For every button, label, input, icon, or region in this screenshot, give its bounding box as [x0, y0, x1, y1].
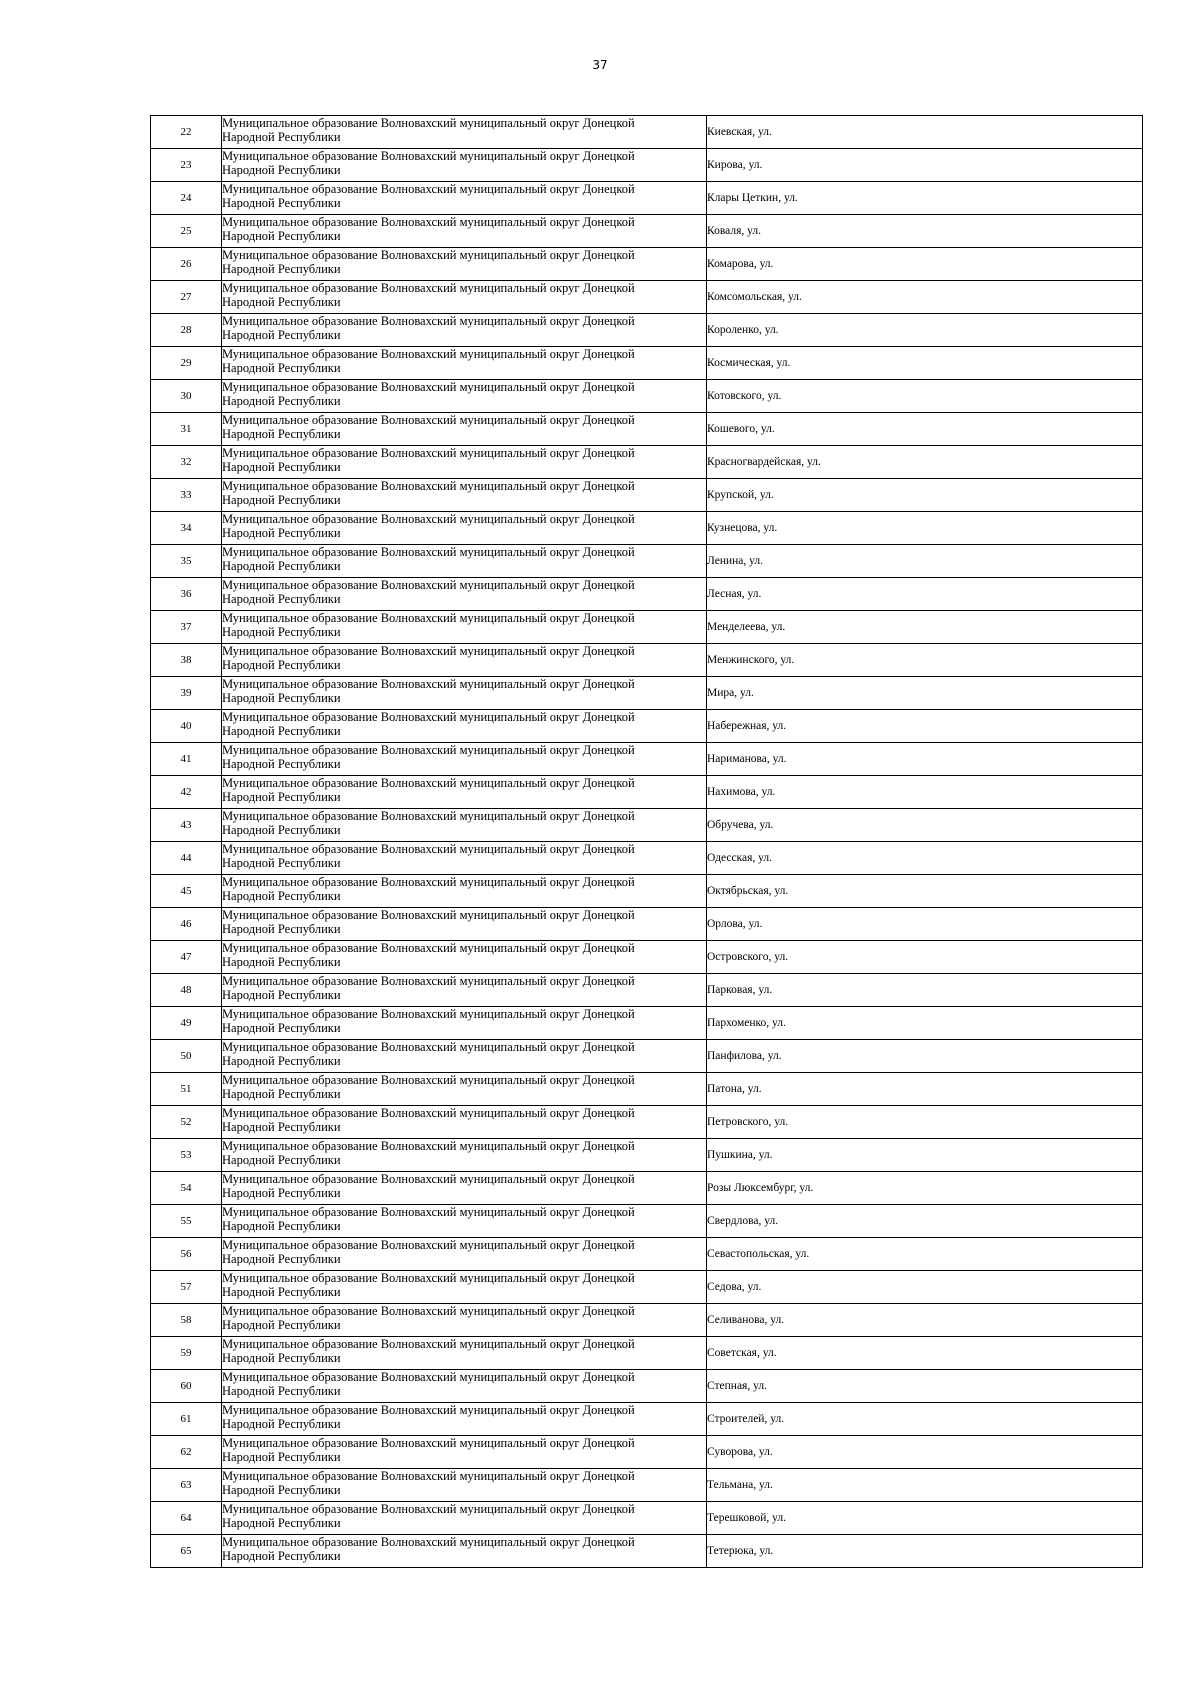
municipality-line-1: Муниципальное образование Волновахский муниципальный округ Донецкой	[222, 1403, 635, 1417]
street-name: Комарова, ул.	[707, 248, 1143, 281]
table-row	[151, 215, 1143, 248]
municipality-line-2: Народной Республики	[222, 1516, 341, 1530]
municipality-line-1: Муниципальное образование Волновахский муниципальный округ Донецкой	[222, 545, 635, 559]
row-number: 46	[151, 908, 222, 941]
municipality-line-2: Народной Республики	[222, 592, 341, 606]
table-row	[151, 1337, 1143, 1370]
row-number: 49	[151, 1007, 222, 1040]
municipality-cell	[222, 413, 707, 446]
street-name: Советская, ул.	[707, 1337, 1143, 1370]
municipality-cell	[222, 545, 707, 578]
street-name: Орлова, ул.	[707, 908, 1143, 941]
row-number: 52	[151, 1106, 222, 1139]
municipality-line-2: Народной Республики	[222, 823, 341, 837]
street-name: Селиванова, ул.	[707, 1304, 1143, 1337]
table-row	[151, 347, 1143, 380]
municipality-line-2: Народной Республики	[222, 1153, 341, 1167]
row-number: 41	[151, 743, 222, 776]
street-name: Киевская, ул.	[707, 116, 1143, 149]
row-number: 32	[151, 446, 222, 479]
street-name: Свердлова, ул.	[707, 1205, 1143, 1238]
table-row	[151, 380, 1143, 413]
row-number: 36	[151, 578, 222, 611]
municipality-cell	[222, 347, 707, 380]
street-name: Кузнецова, ул.	[707, 512, 1143, 545]
municipality-line-1: Муниципальное образование Волновахский муниципальный округ Донецкой	[222, 941, 635, 955]
municipality-line-2: Народной Республики	[222, 1483, 341, 1497]
table-row	[151, 1502, 1143, 1535]
street-name: Пархоменко, ул.	[707, 1007, 1143, 1040]
row-number: 38	[151, 644, 222, 677]
street-name: Одесская, ул.	[707, 842, 1143, 875]
table-row	[151, 512, 1143, 545]
municipality-line-1: Муниципальное образование Волновахский муниципальный округ Донецкой	[222, 116, 635, 130]
row-number: 63	[151, 1469, 222, 1502]
row-number: 47	[151, 941, 222, 974]
row-number: 25	[151, 215, 222, 248]
municipality-line-1: Муниципальное образование Волновахский муниципальный округ Донецкой	[222, 1205, 635, 1219]
municipality-line-1: Муниципальное образование Волновахский муниципальный округ Донецкой	[222, 182, 635, 196]
table-body	[151, 116, 1143, 1568]
street-name: Петровского, ул.	[707, 1106, 1143, 1139]
municipality-line-2: Народной Республики	[222, 988, 341, 1002]
municipality-cell	[222, 1238, 707, 1271]
row-number: 54	[151, 1172, 222, 1205]
municipality-line-1: Муниципальное образование Волновахский муниципальный округ Донецкой	[222, 1040, 635, 1054]
municipality-line-2: Народной Республики	[222, 955, 341, 969]
municipality-cell	[222, 248, 707, 281]
row-number: 26	[151, 248, 222, 281]
street-name: Котовского, ул.	[707, 380, 1143, 413]
municipality-line-1: Муниципальное образование Волновахский муниципальный округ Донецкой	[222, 1436, 635, 1450]
municipality-line-1: Муниципальное образование Волновахский муниципальный округ Донецкой	[222, 908, 635, 922]
row-number: 58	[151, 1304, 222, 1337]
municipality-line-1: Муниципальное образование Волновахский муниципальный округ Донецкой	[222, 743, 635, 757]
table-row	[151, 1535, 1143, 1568]
municipality-line-1: Муниципальное образование Волновахский муниципальный округ Донецкой	[222, 1469, 635, 1483]
street-registry-table	[150, 115, 1143, 1568]
municipality-line-1: Муниципальное образование Волновахский муниципальный округ Донецкой	[222, 1502, 635, 1516]
municipality-cell	[222, 1502, 707, 1535]
municipality-line-1: Муниципальное образование Волновахский муниципальный округ Донецкой	[222, 974, 635, 988]
municipality-line-1: Муниципальное образование Волновахский муниципальный округ Донецкой	[222, 248, 635, 262]
table-row	[151, 413, 1143, 446]
table-row	[151, 710, 1143, 743]
municipality-line-1: Муниципальное образование Волновахский муниципальный округ Донецкой	[222, 281, 635, 295]
municipality-cell	[222, 446, 707, 479]
municipality-line-1: Муниципальное образование Волновахский муниципальный округ Донецкой	[222, 347, 635, 361]
row-number: 65	[151, 1535, 222, 1568]
table-row	[151, 182, 1143, 215]
row-number: 39	[151, 677, 222, 710]
municipality-line-2: Народной Республики	[222, 1186, 341, 1200]
municipality-cell	[222, 908, 707, 941]
street-name: Клары Цеткин, ул.	[707, 182, 1143, 215]
row-number: 44	[151, 842, 222, 875]
municipality-cell	[222, 512, 707, 545]
table-row	[151, 941, 1143, 974]
street-name: Крупской, ул.	[707, 479, 1143, 512]
municipality-line-2: Народной Республики	[222, 658, 341, 672]
municipality-cell	[222, 314, 707, 347]
municipality-line-1: Муниципальное образование Волновахский муниципальный округ Донецкой	[222, 1337, 635, 1351]
table-row	[151, 446, 1143, 479]
table-row	[151, 776, 1143, 809]
municipality-cell	[222, 1370, 707, 1403]
municipality-cell	[222, 380, 707, 413]
row-number: 60	[151, 1370, 222, 1403]
municipality-line-1: Муниципальное образование Волновахский муниципальный округ Донецкой	[222, 578, 635, 592]
row-number: 37	[151, 611, 222, 644]
row-number: 31	[151, 413, 222, 446]
street-name: Мира, ул.	[707, 677, 1143, 710]
street-name: Строителей, ул.	[707, 1403, 1143, 1436]
municipality-line-1: Муниципальное образование Волновахский муниципальный округ Донецкой	[222, 1535, 635, 1549]
row-number: 34	[151, 512, 222, 545]
street-name: Нариманова, ул.	[707, 743, 1143, 776]
municipality-cell	[222, 1271, 707, 1304]
table-row	[151, 611, 1143, 644]
municipality-line-2: Народной Республики	[222, 130, 341, 144]
municipality-line-2: Народной Республики	[222, 493, 341, 507]
municipality-cell	[222, 1205, 707, 1238]
table-row	[151, 809, 1143, 842]
table-row	[151, 1436, 1143, 1469]
table-row	[151, 1172, 1143, 1205]
municipality-line-2: Народной Республики	[222, 724, 341, 738]
municipality-line-1: Муниципальное образование Волновахский муниципальный округ Донецкой	[222, 644, 635, 658]
street-name: Комсомольская, ул.	[707, 281, 1143, 314]
municipality-cell	[222, 776, 707, 809]
municipality-cell	[222, 644, 707, 677]
municipality-line-2: Народной Республики	[222, 1318, 341, 1332]
municipality-cell	[222, 1436, 707, 1469]
municipality-line-2: Народной Республики	[222, 1351, 341, 1365]
municipality-line-2: Народной Республики	[222, 856, 341, 870]
municipality-line-2: Народной Республики	[222, 361, 341, 375]
table-row	[151, 875, 1143, 908]
municipality-line-2: Народной Республики	[222, 1054, 341, 1068]
row-number: 35	[151, 545, 222, 578]
municipality-cell	[222, 974, 707, 1007]
street-name: Красногвардейская, ул.	[707, 446, 1143, 479]
municipality-line-2: Народной Республики	[222, 427, 341, 441]
municipality-cell	[222, 611, 707, 644]
row-number: 33	[151, 479, 222, 512]
municipality-cell	[222, 215, 707, 248]
municipality-cell	[222, 1172, 707, 1205]
row-number: 59	[151, 1337, 222, 1370]
row-number: 61	[151, 1403, 222, 1436]
municipality-line-2: Народной Республики	[222, 196, 341, 210]
municipality-cell	[222, 1139, 707, 1172]
row-number: 42	[151, 776, 222, 809]
table-row	[151, 248, 1143, 281]
municipality-line-1: Муниципальное образование Волновахский муниципальный округ Донецкой	[222, 1073, 635, 1087]
municipality-cell	[222, 149, 707, 182]
table-row	[151, 116, 1143, 149]
table-row	[151, 1040, 1143, 1073]
table-row	[151, 314, 1143, 347]
street-name: Севастопольская, ул.	[707, 1238, 1143, 1271]
street-name: Степная, ул.	[707, 1370, 1143, 1403]
table-row	[151, 1238, 1143, 1271]
municipality-line-2: Народной Республики	[222, 229, 341, 243]
municipality-line-1: Муниципальное образование Волновахский муниципальный округ Донецкой	[222, 875, 635, 889]
municipality-line-2: Народной Республики	[222, 922, 341, 936]
row-number: 23	[151, 149, 222, 182]
street-name: Парковая, ул.	[707, 974, 1143, 1007]
street-name: Островского, ул.	[707, 941, 1143, 974]
table-row	[151, 644, 1143, 677]
street-name: Короленко, ул.	[707, 314, 1143, 347]
row-number: 28	[151, 314, 222, 347]
row-number: 29	[151, 347, 222, 380]
municipality-line-2: Народной Республики	[222, 691, 341, 705]
municipality-cell	[222, 1073, 707, 1106]
table-row	[151, 545, 1143, 578]
street-name: Менжинского, ул.	[707, 644, 1143, 677]
municipality-line-1: Муниципальное образование Волновахский муниципальный округ Донецкой	[222, 1007, 635, 1021]
municipality-cell	[222, 1040, 707, 1073]
municipality-cell	[222, 1403, 707, 1436]
row-number: 56	[151, 1238, 222, 1271]
row-number: 30	[151, 380, 222, 413]
municipality-cell	[222, 1304, 707, 1337]
street-name: Обручева, ул.	[707, 809, 1143, 842]
municipality-line-2: Народной Республики	[222, 1021, 341, 1035]
municipality-line-2: Народной Республики	[222, 262, 341, 276]
municipality-line-1: Муниципальное образование Волновахский муниципальный округ Донецкой	[222, 215, 635, 229]
municipality-cell	[222, 281, 707, 314]
street-name: Патона, ул.	[707, 1073, 1143, 1106]
municipality-line-2: Народной Республики	[222, 757, 341, 771]
street-name: Менделеева, ул.	[707, 611, 1143, 644]
table-row	[151, 1007, 1143, 1040]
table-row	[151, 149, 1143, 182]
municipality-line-2: Народной Республики	[222, 1450, 341, 1464]
municipality-line-2: Народной Республики	[222, 889, 341, 903]
municipality-line-1: Муниципальное образование Волновахский муниципальный округ Донецкой	[222, 1172, 635, 1186]
municipality-cell	[222, 875, 707, 908]
table-row	[151, 1106, 1143, 1139]
municipality-line-2: Народной Республики	[222, 1120, 341, 1134]
street-name: Пушкина, ул.	[707, 1139, 1143, 1172]
municipality-line-2: Народной Республики	[222, 559, 341, 573]
page-number: 37	[592, 58, 608, 72]
municipality-line-2: Народной Республики	[222, 1219, 341, 1233]
table-row	[151, 1205, 1143, 1238]
street-name: Кошевого, ул.	[707, 413, 1143, 446]
row-number: 62	[151, 1436, 222, 1469]
municipality-line-2: Народной Республики	[222, 295, 341, 309]
municipality-cell	[222, 182, 707, 215]
street-name: Коваля, ул.	[707, 215, 1143, 248]
street-name: Ленина, ул.	[707, 545, 1143, 578]
row-number: 27	[151, 281, 222, 314]
street-name: Нахимова, ул.	[707, 776, 1143, 809]
street-name: Терешковой, ул.	[707, 1502, 1143, 1535]
municipality-cell	[222, 479, 707, 512]
municipality-line-1: Муниципальное образование Волновахский муниципальный округ Донецкой	[222, 446, 635, 460]
table-row	[151, 1469, 1143, 1502]
municipality-line-2: Народной Республики	[222, 394, 341, 408]
row-number: 64	[151, 1502, 222, 1535]
street-name: Суворова, ул.	[707, 1436, 1143, 1469]
table-row	[151, 1370, 1143, 1403]
municipality-cell	[222, 710, 707, 743]
row-number: 55	[151, 1205, 222, 1238]
municipality-line-1: Муниципальное образование Волновахский муниципальный округ Донецкой	[222, 809, 635, 823]
municipality-cell	[222, 1106, 707, 1139]
municipality-line-1: Муниципальное образование Волновахский муниципальный округ Донецкой	[222, 1106, 635, 1120]
municipality-line-2: Народной Республики	[222, 1549, 341, 1563]
municipality-line-2: Народной Республики	[222, 328, 341, 342]
municipality-cell	[222, 1535, 707, 1568]
row-number: 22	[151, 116, 222, 149]
municipality-line-2: Народной Республики	[222, 526, 341, 540]
street-name: Набережная, ул.	[707, 710, 1143, 743]
municipality-line-1: Муниципальное образование Волновахский муниципальный округ Донецкой	[222, 413, 635, 427]
municipality-line-1: Муниципальное образование Волновахский муниципальный округ Донецкой	[222, 1304, 635, 1318]
municipality-line-1: Муниципальное образование Волновахский муниципальный округ Донецкой	[222, 611, 635, 625]
municipality-cell	[222, 743, 707, 776]
table-row	[151, 1271, 1143, 1304]
street-name: Космическая, ул.	[707, 347, 1143, 380]
table-row	[151, 1139, 1143, 1172]
municipality-line-1: Муниципальное образование Волновахский муниципальный округ Донецкой	[222, 314, 635, 328]
table-row	[151, 1304, 1143, 1337]
municipality-line-2: Народной Республики	[222, 460, 341, 474]
table-row	[151, 578, 1143, 611]
table-row	[151, 1073, 1143, 1106]
municipality-cell	[222, 842, 707, 875]
street-name: Седова, ул.	[707, 1271, 1143, 1304]
municipality-line-2: Народной Республики	[222, 1417, 341, 1431]
municipality-cell	[222, 809, 707, 842]
municipality-cell	[222, 1337, 707, 1370]
row-number: 40	[151, 710, 222, 743]
table-row	[151, 842, 1143, 875]
row-number: 48	[151, 974, 222, 1007]
table-row	[151, 1403, 1143, 1436]
municipality-line-1: Муниципальное образование Волновахский муниципальный округ Донецкой	[222, 1238, 635, 1252]
municipality-line-2: Народной Республики	[222, 790, 341, 804]
municipality-line-1: Муниципальное образование Волновахский муниципальный округ Донецкой	[222, 512, 635, 526]
municipality-cell	[222, 116, 707, 149]
table-row	[151, 281, 1143, 314]
municipality-line-1: Муниципальное образование Волновахский муниципальный округ Донецкой	[222, 1139, 635, 1153]
row-number: 45	[151, 875, 222, 908]
street-name: Лесная, ул.	[707, 578, 1143, 611]
municipality-line-1: Муниципальное образование Волновахский муниципальный округ Донецкой	[222, 479, 635, 493]
municipality-cell	[222, 677, 707, 710]
street-name: Розы Люксембург, ул.	[707, 1172, 1143, 1205]
street-name: Октябрьская, ул.	[707, 875, 1143, 908]
municipality-line-2: Народной Республики	[222, 625, 341, 639]
row-number: 57	[151, 1271, 222, 1304]
table-row	[151, 677, 1143, 710]
municipality-line-2: Народной Республики	[222, 1252, 341, 1266]
table-row	[151, 908, 1143, 941]
municipality-cell	[222, 578, 707, 611]
municipality-line-2: Народной Республики	[222, 1087, 341, 1101]
municipality-line-1: Муниципальное образование Волновахский муниципальный округ Донецкой	[222, 710, 635, 724]
row-number: 43	[151, 809, 222, 842]
table-row	[151, 479, 1143, 512]
municipality-line-1: Муниципальное образование Волновахский муниципальный округ Донецкой	[222, 149, 635, 163]
municipality-cell	[222, 1469, 707, 1502]
row-number: 50	[151, 1040, 222, 1073]
municipality-line-2: Народной Республики	[222, 163, 341, 177]
municipality-cell	[222, 1007, 707, 1040]
municipality-line-1: Муниципальное образование Волновахский муниципальный округ Донецкой	[222, 1271, 635, 1285]
municipality-cell	[222, 941, 707, 974]
street-name: Тельмана, ул.	[707, 1469, 1143, 1502]
street-name: Панфилова, ул.	[707, 1040, 1143, 1073]
street-name: Тетерюка, ул.	[707, 1535, 1143, 1568]
municipality-line-1: Муниципальное образование Волновахский муниципальный округ Донецкой	[222, 842, 635, 856]
municipality-line-1: Муниципальное образование Волновахский муниципальный округ Донецкой	[222, 380, 635, 394]
table-row	[151, 974, 1143, 1007]
municipality-line-1: Муниципальное образование Волновахский муниципальный округ Донецкой	[222, 677, 635, 691]
municipality-line-2: Народной Республики	[222, 1285, 341, 1299]
table-row	[151, 743, 1143, 776]
municipality-line-1: Муниципальное образование Волновахский муниципальный округ Донецкой	[222, 776, 635, 790]
row-number: 51	[151, 1073, 222, 1106]
municipality-line-2: Народной Республики	[222, 1384, 341, 1398]
street-name: Кирова, ул.	[707, 149, 1143, 182]
row-number: 53	[151, 1139, 222, 1172]
row-number: 24	[151, 182, 222, 215]
municipality-line-1: Муниципальное образование Волновахский муниципальный округ Донецкой	[222, 1370, 635, 1384]
